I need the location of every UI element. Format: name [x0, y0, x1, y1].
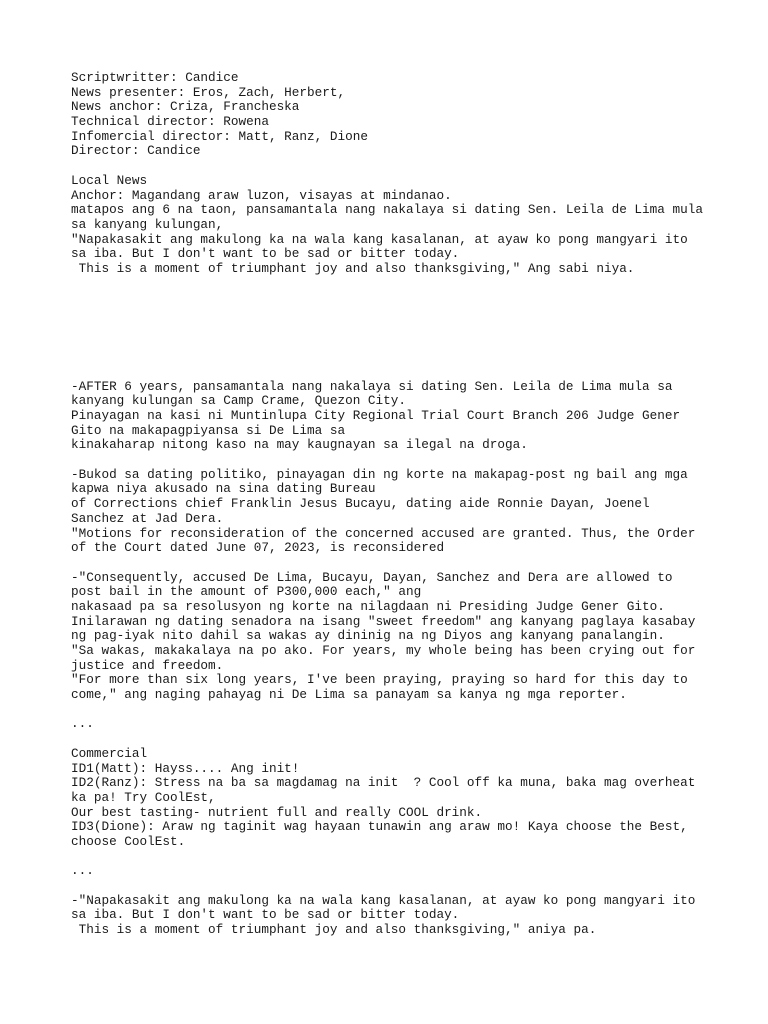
- text-line: Anchor: Magandang araw luzon, visayas at mindanao.: [71, 187, 452, 203]
- text-line: -"Consequently, accused De Lima, Bucayu, Dayan, Sanchez and Dera are allowed to: [71, 569, 673, 585]
- separator-ellipsis: ...: [71, 863, 94, 879]
- spacer: [71, 556, 711, 571]
- story-block-2: [71, 468, 711, 556]
- spacer: [71, 453, 711, 468]
- text-line: kanyang kulungan sa Camp Crame, Quezon City.: [71, 393, 407, 409]
- text-line: Gito na makapagpiyansa si De Lima sa: [71, 422, 346, 438]
- section-heading-local-news: Local News: [71, 172, 148, 188]
- text-line: -"Napakasakit ang makulong ka na wala kang kasalanan, at ayaw ko pong mangyari ito: [71, 892, 696, 908]
- text-line: "Motions for reconsideration of the concerned accused are granted. Thus, the Order: [71, 525, 696, 541]
- text-line: ID2(Ranz): Stress na ba sa magdamag na init ? Cool off ka muna, baka mag overheat: [71, 775, 696, 791]
- spacer: [71, 159, 711, 174]
- text-line: -AFTER 6 years, pansamantala nang nakalaya si dating Sen. Leila de Lima mula sa: [71, 378, 673, 394]
- credits-block: [71, 71, 711, 159]
- spacer: [71, 703, 711, 718]
- text-line: This is a moment of triumphant joy and also thanksgiving," aniya pa.: [71, 922, 597, 938]
- text-line: come," ang naging pahayag ni De Lima sa panayam sa kanya ng mga reporter.: [71, 687, 627, 703]
- text-line: of Corrections chief Franklin Jesus Bucayu, dating aide Ronnie Dayan, Joenel: [71, 496, 650, 512]
- text-line: sa iba. But I don't want to be sad or bitter today.: [71, 907, 460, 923]
- separator-ellipsis: ...: [71, 716, 94, 732]
- credit-line: Director: Candice: [71, 143, 201, 159]
- local-news-block: [71, 174, 711, 277]
- credit-line: Scriptwritter: Candice: [71, 70, 239, 85]
- story-block-3: [71, 571, 711, 703]
- text-line: "Sa wakas, makakalaya na po ako. For years, my whole being has been crying out for: [71, 643, 696, 658]
- text-line: Our best tasting- nutrient full and really COOL drink.: [71, 804, 483, 820]
- section-heading-commercial: Commercial: [71, 745, 148, 761]
- text-line: -Bukod sa dating politiko, pinayagan din ng korte na makapag-post ng bail ang mga: [71, 466, 688, 482]
- credit-line: News presenter: Eros, Zach, Herbert,: [71, 84, 346, 100]
- text-line: Sanchez at Jad Dera.: [71, 510, 224, 526]
- credit-line: News anchor: Criza, Francheska: [71, 99, 300, 115]
- text-line: sa kanyang kulungan,: [71, 216, 224, 232]
- spacer: [71, 732, 711, 747]
- text-line: ka pa! Try CoolEst,: [71, 789, 216, 805]
- text-line: ID1(Matt): Hayss.... Ang init!: [71, 760, 300, 776]
- spacer: [71, 277, 711, 380]
- text-line: ID3(Dione): Araw ng taginit wag hayaan tunawin ang araw mo! Kaya choose the Best,: [71, 819, 688, 835]
- closing-quote-block: [71, 894, 711, 938]
- text-line: "Napakasakit ang makulong ka na wala kang kasalanan, at ayaw ko pong mangyari ito: [71, 231, 688, 247]
- text-line: justice and freedom.: [71, 657, 224, 673]
- credit-line: Infomercial director: Matt, Ranz, Dione: [71, 128, 368, 144]
- text-line: of the Court dated June 07, 2023, is reconsidered: [71, 540, 445, 556]
- text-line: nakasaad pa sa resolusyon ng korte na nilagdaan ni Presiding Judge Gener Gito.: [71, 598, 665, 614]
- text-line: "For more than six long years, I've been praying, praying so hard for this day to: [71, 672, 688, 688]
- text-line: matapos ang 6 na taon, pansamantala nang nakalaya si dating Sen. Leila de Lima mula: [71, 202, 703, 218]
- text-line: Inilarawan ng dating senadora na isang "sweet freedom" ang kanyang paglaya kasabay: [71, 613, 696, 629]
- text-line: post bail in the amount of P300,000 each," ang: [71, 584, 422, 600]
- spacer: [71, 879, 711, 894]
- spacer: [71, 850, 711, 865]
- text-line: This is a moment of triumphant joy and also thanksgiving," Ang sabi niya.: [71, 260, 635, 276]
- story-block-1: [71, 380, 711, 453]
- credit-line: Technical director: Rowena: [71, 114, 269, 130]
- script-document: [71, 71, 711, 938]
- text-line: choose CoolEst.: [71, 833, 186, 849]
- text-line: kapwa niya akusado na sina dating Bureau: [71, 481, 376, 497]
- text-line: ng pag-iyak nito dahil sa wakas ay dininig na ng Diyos ang kanyang panalangin.: [71, 628, 665, 644]
- text-line: Pinayagan na kasi ni Muntinlupa City Regional Trial Court Branch 206 Judge Gener: [71, 408, 681, 423]
- text-line: kinakaharap nitong kaso na may kaugnayan sa ilegal na droga.: [71, 437, 528, 453]
- text-line: sa iba. But I don't want to be sad or bitter today.: [71, 246, 460, 262]
- commercial-block: [71, 747, 711, 850]
